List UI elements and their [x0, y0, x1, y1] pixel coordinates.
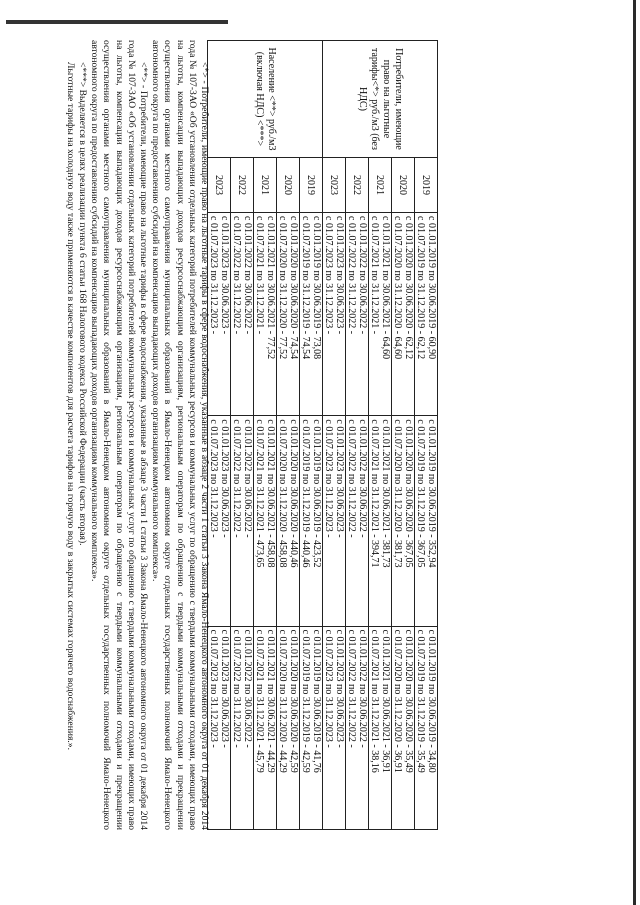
table-row: [300, 41, 323, 830]
tariff-period-line: с 01.07.2023 по 31.12.2023 -: [208, 419, 219, 538]
tariff-table: [207, 40, 438, 830]
tariff-period-line: с 01.07.2022 по 31.12.2022 -: [231, 629, 242, 748]
tariff-period-line: с 01.01.2020 по 30.06.2020 - 35,49: [403, 629, 414, 773]
tariff-value-cell: [415, 416, 438, 626]
tariff-period-line: с 01.07.2021 по 31.12.2021 - 394,71: [369, 419, 380, 568]
scan-frame-mark: [6, 20, 228, 24]
tariff-period-line: с 01.07.2019 по 31.12.2019 - 74,54: [300, 216, 311, 360]
tariff-period-line: с 01.07.2019 по 31.12.2019 - 42,59: [300, 629, 311, 773]
tariff-value-cell: [300, 626, 323, 829]
tariff-period-line: с 01.01.2021 по 30.06.2021 - 64,60: [380, 216, 391, 360]
tariff-period-line: с 01.01.2020 по 30.06.2020 - 367,05: [403, 419, 414, 568]
tariff-value-cell: [415, 213, 438, 416]
tariff-period-line: с 01.07.2020 по 31.12.2020 - 36,91: [392, 629, 403, 773]
year-cell: 2023: [208, 158, 231, 213]
tariff-value-cell: [277, 626, 300, 829]
tariff-value-cell: [369, 213, 392, 416]
tariff-period-line: с 01.01.2020 по 30.06.2020 - 62,12: [403, 216, 414, 360]
tariff-period-line: с 01.01.2022 по 30.06.2022 -: [242, 419, 253, 538]
tariff-value-cell: [369, 626, 392, 829]
tariff-period-line: с 01.07.2022 по 31.12.2022 -: [231, 419, 242, 538]
tariff-period-line: с 01.07.2020 по 31.12.2020 - 64,60: [392, 216, 403, 360]
tariff-value-cell: [254, 416, 277, 626]
footnote-3: <***> Выделяется в целях реализации пункта 6 статьи 168 Налогового кодекса Российской Федерации (часть вторая).: [76, 62, 88, 546]
tariff-value-cell: [300, 416, 323, 626]
year-cell: 2019: [415, 158, 438, 213]
tariff-period-line: с 01.01.2023 по 30.06.2023 -: [334, 419, 345, 538]
category-cell: Потребители, имеющие право на льготные тарифы<*> руб./м3 (без НДС): [323, 41, 438, 158]
tariff-period-line: с 01.07.2023 по 31.12.2023 -: [323, 419, 334, 538]
tariff-period-line: с 01.01.2019 по 30.06.2019 - 60,90: [426, 216, 437, 360]
tariff-period-line: с 01.07.2019 по 31.12.2019 - 440,46: [300, 419, 311, 568]
footnote-2: <**> - Потребители, имеющие право на льготные тарифы в сфере водоснабжения, указанные в абзаце 3 части 1 статьи 3 Закона Ямало-Ненецкого автономного округа от 01 декабря 2014 года № 107-ЗАО «Об установлении отдельных категорий потребителей коммунальных ресурсов и коммунальных услуг по обращению с твердыми коммунальными отходами, имеющих право на льготы, компенсации выпадающих доходов ресурсоснабжающим организациям, региональным операторам по обращению с твердыми коммунальными отходами и прекращении осуществления органами местного самоуправления муниципальных образований в Ямало-Ненецком автономном округе отдельных государственных полномочий Ямало-Ненецкого автономного округа по предоставлению субсидий на компенсацию выпадающих доходов организациям коммунального комплекса».: [89, 40, 149, 830]
tariff-period-line: с 01.01.2021 по 30.06.2021 - 77,52: [265, 216, 276, 360]
table-row: [254, 41, 277, 830]
tariff-period-line: с 01.07.2020 по 31.12.2020 - 458,08: [277, 419, 288, 568]
tariff-period-line: с 01.01.2021 по 30.06.2021 - 458,08: [265, 419, 276, 568]
tariff-period-line: с 01.01.2019 по 30.06.2019 - 73,08: [311, 216, 322, 360]
table-row: [369, 41, 392, 830]
tariff-period-line: с 01.07.2019 по 31.12.2019 - 367,05: [415, 419, 426, 568]
table-row: [208, 41, 231, 830]
table-row: [277, 41, 300, 830]
year-cell: 2020: [277, 158, 300, 213]
tariff-period-line: с 01.07.2021 по 31.12.2021 - 38,16: [369, 629, 380, 773]
tariff-period-line: с 01.01.2019 по 30.06.2019 - 352,94: [426, 419, 437, 568]
tariff-period-line: с 01.01.2019 по 30.06.2019 - 423,52: [311, 419, 322, 568]
tariff-period-line: с 01.07.2021 по 31.12.2021 -: [369, 216, 380, 335]
tariff-value-cell: [254, 626, 277, 829]
footnote-1: <*> - Потребители, имеющие право на льготные тарифы в сфере водоснабжения, указанные в абзаце 2 части 1 статьи 3 Закона Ямало-Ненецкого автономного округа от 01 декабря 2014 года № 107-ЗАО «Об установлении отдельных категорий потребителей коммунальных ресурсов и коммунальных услуг по обращению с твердыми коммунальными отходами, имеющих право на льготы, компенсации выпадающих доходов ресурсоснабжающим организациям, региональным операторам по обращению с твердыми коммунальными отходами и прекращении осуществления органами местного самоуправления муниципальных образований в Ямало-Ненецком автономном округе отдельных государственных полномочий Ямало-Ненецкого автономного округа по предоставлению субсидий на компенсацию выпадающих доходов организациям коммунального комплекса».: [150, 40, 210, 830]
tariff-period-line: с 01.07.2023 по 31.12.2023 -: [208, 629, 219, 748]
tariff-period-line: с 01.01.2022 по 30.06.2022 -: [357, 216, 368, 335]
tariff-period-line: с 01.07.2023 по 31.12.2023 -: [323, 216, 334, 335]
tariff-period-line: с 01.07.2021 по 31.12.2021 - 45,79: [254, 629, 265, 773]
tariff-value-cell: [346, 416, 369, 626]
tariff-period-line: с 01.01.2023 по 30.06.2023 -: [219, 216, 230, 335]
table-row: [231, 41, 254, 830]
tariff-value-cell: [208, 416, 231, 626]
category-cell: Население <**> руб./м3 (включая НДС) <***>: [208, 41, 323, 158]
tariff-period-line: с 01.01.2023 по 30.06.2023 -: [334, 216, 345, 335]
tariff-period-line: с 01.07.2020 по 31.12.2020 - 77,52: [277, 216, 288, 360]
tariff-period-line: с 01.07.2022 по 31.12.2022 -: [346, 419, 357, 538]
tariff-value-cell: [392, 416, 415, 626]
year-cell: 2022: [231, 158, 254, 213]
tariff-period-line: с 01.01.2021 по 30.06.2021 - 381,73: [380, 419, 391, 568]
tariff-period-line: с 01.01.2019 по 30.06.2019 - 34,80: [426, 629, 437, 773]
tariff-value-cell: [277, 213, 300, 416]
table-row: [323, 41, 346, 830]
tariff-value-cell: [254, 213, 277, 416]
footnote-4: Льготные тарифы на холодную воду также применяются в качестве компонентов для расчета тарифов на горячую воду в закрытых системах горячего водоснабжения.».: [64, 62, 76, 750]
tariff-value-cell: [231, 416, 254, 626]
tariff-period-line: с 01.07.2022 по 31.12.2022 -: [346, 216, 357, 335]
tariff-table-body: [208, 41, 438, 830]
tariff-value-cell: [323, 416, 346, 626]
tariff-period-line: с 01.01.2020 по 30.06.2020 - 440,46: [288, 419, 299, 568]
tariff-value-cell: [323, 626, 346, 829]
tariff-period-line: с 01.07.2019 по 31.12.2019 - 35,49: [415, 629, 426, 773]
tariff-period-line: с 01.01.2020 по 30.06.2020 - 74,54: [288, 216, 299, 360]
tariff-period-line: с 01.01.2022 по 30.06.2022 -: [242, 216, 253, 335]
tariff-period-line: с 01.01.2021 по 30.06.2021 - 44,29: [265, 629, 276, 773]
tariff-period-line: с 01.07.2023 по 31.12.2023 -: [323, 629, 334, 748]
tariff-value-cell: [231, 213, 254, 416]
year-cell: 2023: [323, 158, 346, 213]
tariff-value-cell: [392, 626, 415, 829]
tariff-value-cell: [369, 416, 392, 626]
year-cell: 2019: [300, 158, 323, 213]
tariff-period-line: с 01.01.2020 по 30.06.2020 - 42,59: [288, 629, 299, 773]
tariff-value-cell: [300, 213, 323, 416]
year-cell: 2022: [346, 158, 369, 213]
tariff-period-line: с 01.01.2023 по 30.06.2023 -: [219, 419, 230, 538]
tariff-period-line: с 01.07.2019 по 31.12.2019 - 62,12: [415, 216, 426, 360]
tariff-period-line: с 01.07.2022 по 31.12.2022 -: [231, 216, 242, 335]
tariff-value-cell: [208, 626, 231, 829]
table-row: [415, 41, 438, 830]
tariff-period-line: с 01.07.2020 по 31.12.2020 - 44,29: [277, 629, 288, 773]
tariff-period-line: с 01.01.2023 по 30.06.2023 -: [219, 629, 230, 748]
tariff-period-line: с 01.01.2022 по 30.06.2022 -: [357, 419, 368, 538]
tariff-value-cell: [231, 626, 254, 829]
table-row: [392, 41, 415, 830]
tariff-period-line: с 01.07.2022 по 31.12.2022 -: [346, 629, 357, 748]
footnotes: [64, 40, 210, 830]
year-cell: 2021: [369, 158, 392, 213]
tariff-period-line: с 01.07.2023 по 31.12.2023 -: [208, 216, 219, 335]
tariff-value-cell: [208, 213, 231, 416]
tariff-period-line: с 01.01.2022 по 30.06.2022 -: [242, 629, 253, 748]
tariff-period-line: с 01.01.2021 по 30.06.2021 - 36,91: [380, 629, 391, 773]
tariff-value-cell: [415, 626, 438, 829]
year-cell: 2020: [392, 158, 415, 213]
tariff-period-line: с 01.07.2021 по 31.12.2021 - 473,65: [254, 419, 265, 568]
tariff-period-line: с 01.01.2019 по 30.06.2019 - 41,76: [311, 629, 322, 773]
tariff-value-cell: [346, 626, 369, 829]
tariff-value-cell: [392, 213, 415, 416]
tariff-period-line: с 01.07.2021 по 31.12.2021 -: [254, 216, 265, 335]
tariff-period-line: с 01.07.2020 по 31.12.2020 - 381,73: [392, 419, 403, 568]
table-row: [346, 41, 369, 830]
tariff-period-line: с 01.01.2022 по 30.06.2022 -: [357, 629, 368, 748]
tariff-value-cell: [346, 213, 369, 416]
rotated-page: [50, 40, 438, 830]
tariff-value-cell: [277, 416, 300, 626]
tariff-period-line: с 01.01.2023 по 30.06.2023 -: [334, 629, 345, 748]
tariff-value-cell: [323, 213, 346, 416]
year-cell: 2021: [254, 158, 277, 213]
